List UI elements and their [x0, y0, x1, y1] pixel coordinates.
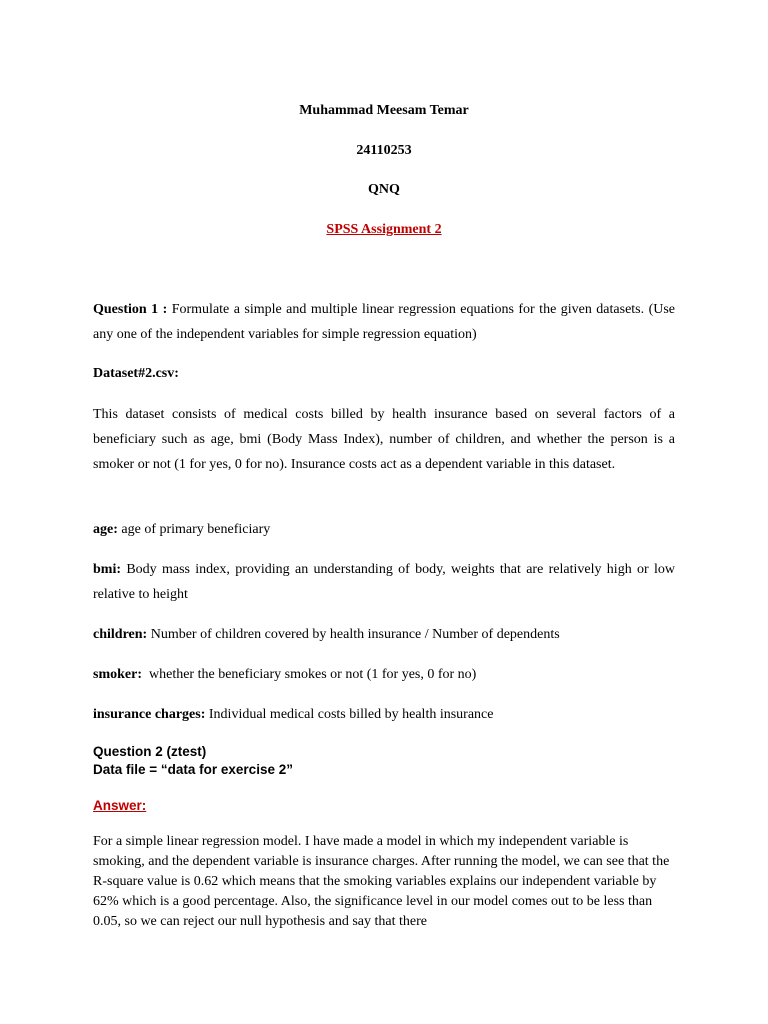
- student-id: 24110253: [356, 143, 412, 158]
- variable-smoker: [93, 662, 675, 687]
- course-code: QNQ: [368, 182, 400, 197]
- variable-term: bmi:: [93, 562, 121, 577]
- dataset-description: This dataset consists of medical costs billed by health insurance based on several factors of a beneficiary such as age, bmi (Body Mass Index), number of children, and whether the person is a smoker or not (1 for yes, 0 for no). Insurance costs act as a dependent variable in this dataset.: [93, 407, 675, 472]
- question-1: [93, 297, 675, 347]
- variable-insurance-charges: [93, 702, 675, 727]
- variable-desc: Number of children covered by health insurance / Number of dependents: [147, 627, 560, 642]
- question-1-text: Formulate a simple and multiple linear regression equations for the given datasets. (Use any one of the independent variables for simple regression equation): [93, 302, 676, 342]
- variable-term: age:: [93, 522, 118, 537]
- variable-term: smoker:: [93, 667, 142, 682]
- variable-term: children:: [93, 627, 148, 642]
- answer-label: Answer:: [93, 798, 147, 813]
- author-name: Muhammad Meesam Temar: [299, 103, 469, 118]
- variable-desc: whether the beneficiary smokes or not (1 for yes, 0 for no): [142, 667, 477, 682]
- variable-age: [93, 517, 675, 542]
- dataset-title: Dataset#2.csv:: [93, 366, 179, 381]
- variable-bmi: [93, 557, 675, 607]
- variable-desc: Body mass index, providing an understanding of body, weights that are relatively high or low relative to height: [93, 562, 675, 602]
- question-2-title: Question 2 (ztest): [93, 744, 207, 759]
- answer-text: For a simple linear regression model. I have made a model in which my independent variable is smoking, and the dependent variable is insurance charges. After running the model, we can see that the R-square value is 0.62 which means that the smoking variables explains our independent variable by 62% which is a good percentage. Also, the significance level in our model comes out to be less than 0.05, so we can reject our null hypothesis and say that there: [93, 834, 670, 929]
- question-2-datafile: Data file = “data for exercise 2”: [93, 762, 293, 777]
- variable-desc: Individual medical costs billed by health insurance: [205, 707, 494, 722]
- variable-desc: age of primary beneficiary: [117, 522, 271, 537]
- question-1-label: Question 1 :: [93, 302, 168, 317]
- variable-children: [93, 622, 675, 647]
- variable-term: insurance charges:: [93, 707, 206, 722]
- assignment-title: SPSS Assignment 2: [326, 222, 442, 237]
